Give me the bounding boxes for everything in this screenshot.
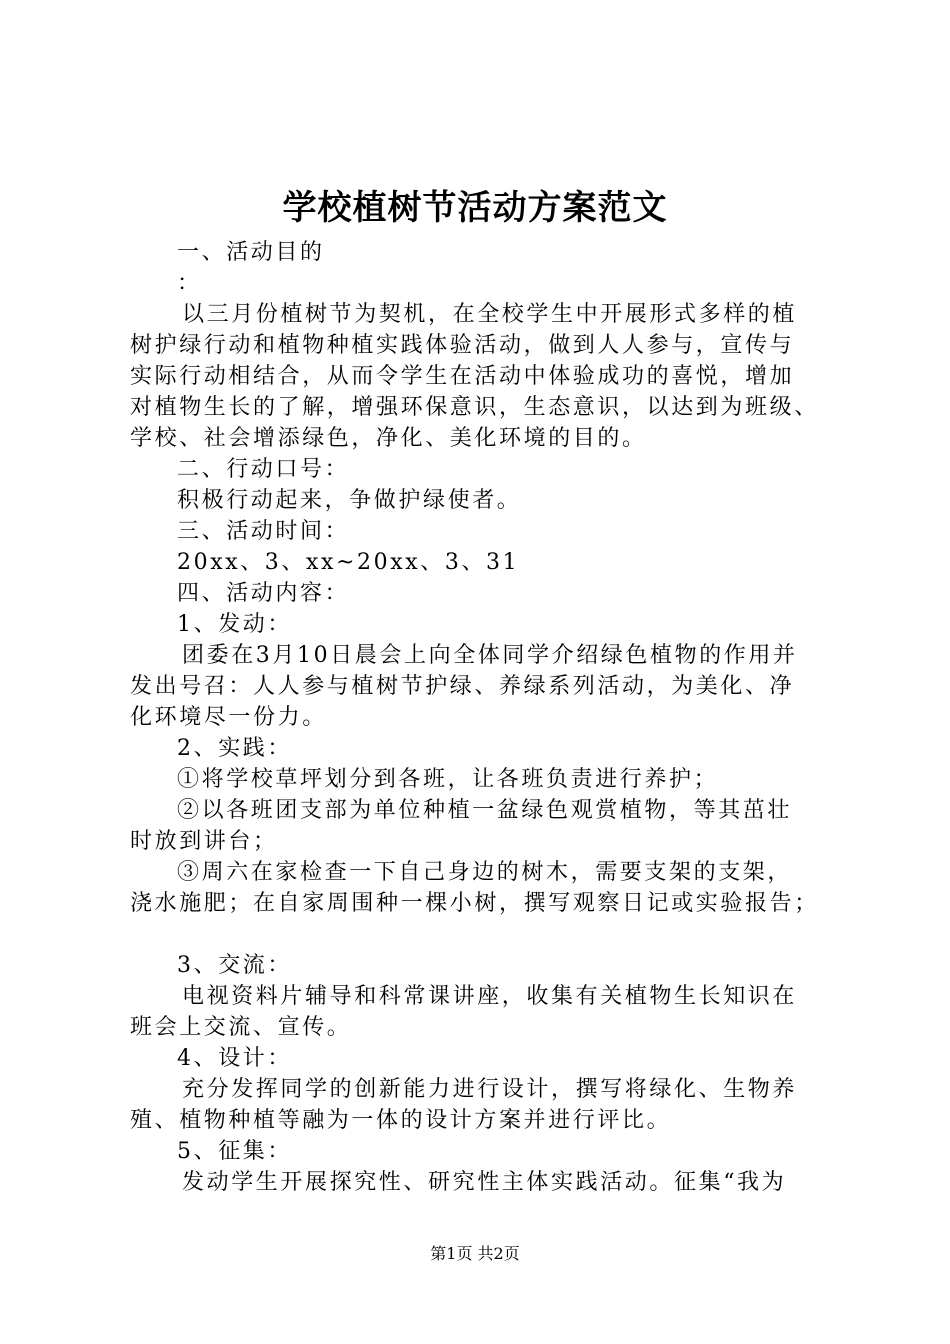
paragraph-line: 发动学生开展探究性、研究性主体实践活动。征集“我为 [182,1170,787,1195]
list-item: ②以各班团支部为单位种植一盆绿色观赏植物，等其茁壮 [177,798,793,823]
section-heading-content: 四、活动内容： [177,581,350,606]
section-heading-slogan: 二、行动口号： [177,457,350,482]
list-item: ③周六在家检查一下自己身边的树木，需要支架的支架， [177,860,793,885]
paragraph-line: 化环境尽一份力。 [130,705,327,730]
text-line: ： [177,271,202,296]
paragraph-line: 学校、社会增添绿色，净化、美化环境的目的。 [130,426,647,451]
subheading-practice: 2、实践： [177,736,292,761]
paragraph-line: 以三月份植树节为契机，在全校学生中开展形式多样的植 [182,302,798,327]
subheading-collect: 5、征集： [177,1139,292,1164]
paragraph-line: 浇水施肥；在自家周围种一棵小树，撰写观察日记或实验报告； [130,891,819,916]
subheading-exchange: 3、交流： [177,953,292,978]
paragraph-line: 树护绿行动和植物种植实践体验活动，做到人人参与，宣传与 [130,333,795,358]
paragraph-line: 班会上交流、宣传。 [130,1015,352,1040]
subheading-mobilize: 1、发动： [177,612,292,637]
paragraph-line: 时放到讲台； [130,829,278,854]
paragraph-line: 实际行动相结合，从而令学生在活动中体验成功的喜悦，增加 [130,364,795,389]
paragraph-line: 团委在3月10日晨会上向全体同学介绍绿色植物的作用并 [182,643,798,668]
paragraph-line: 对植物生长的了解，增强环保意识，生态意识，以达到为班级、 [130,395,819,420]
paragraph-line: 电视资料片辅导和科常课讲座，收集有关植物生长知识在 [182,984,798,1009]
paragraph-line: 20xx、3、xx~20xx、3、31 [177,550,520,575]
document-body [130,237,836,1198]
page-footer: 第1页 共2页 [430,1244,520,1263]
paragraph-line: 发出号召：人人参与植树节护绿、养绿系列活动，为美化、净 [130,674,795,699]
blank-line [130,919,836,950]
paragraph-line: 充分发挥同学的创新能力进行设计，撰写将绿化、生物养 [182,1077,798,1102]
subheading-design: 4、设计： [177,1046,292,1071]
list-item: ①将学校草坪划分到各班，让各班负责进行养护； [177,767,719,792]
page-title: 学校植树节活动方案范文 [282,188,668,228]
paragraph-line: 积极行动起来，争做护绿使者。 [177,488,522,513]
paragraph-line: 殖、植物种植等融为一体的设计方案并进行评比。 [130,1108,672,1133]
section-heading-time: 三、活动时间： [177,519,350,544]
section-heading-purpose: 一、活动目的 [177,240,325,265]
